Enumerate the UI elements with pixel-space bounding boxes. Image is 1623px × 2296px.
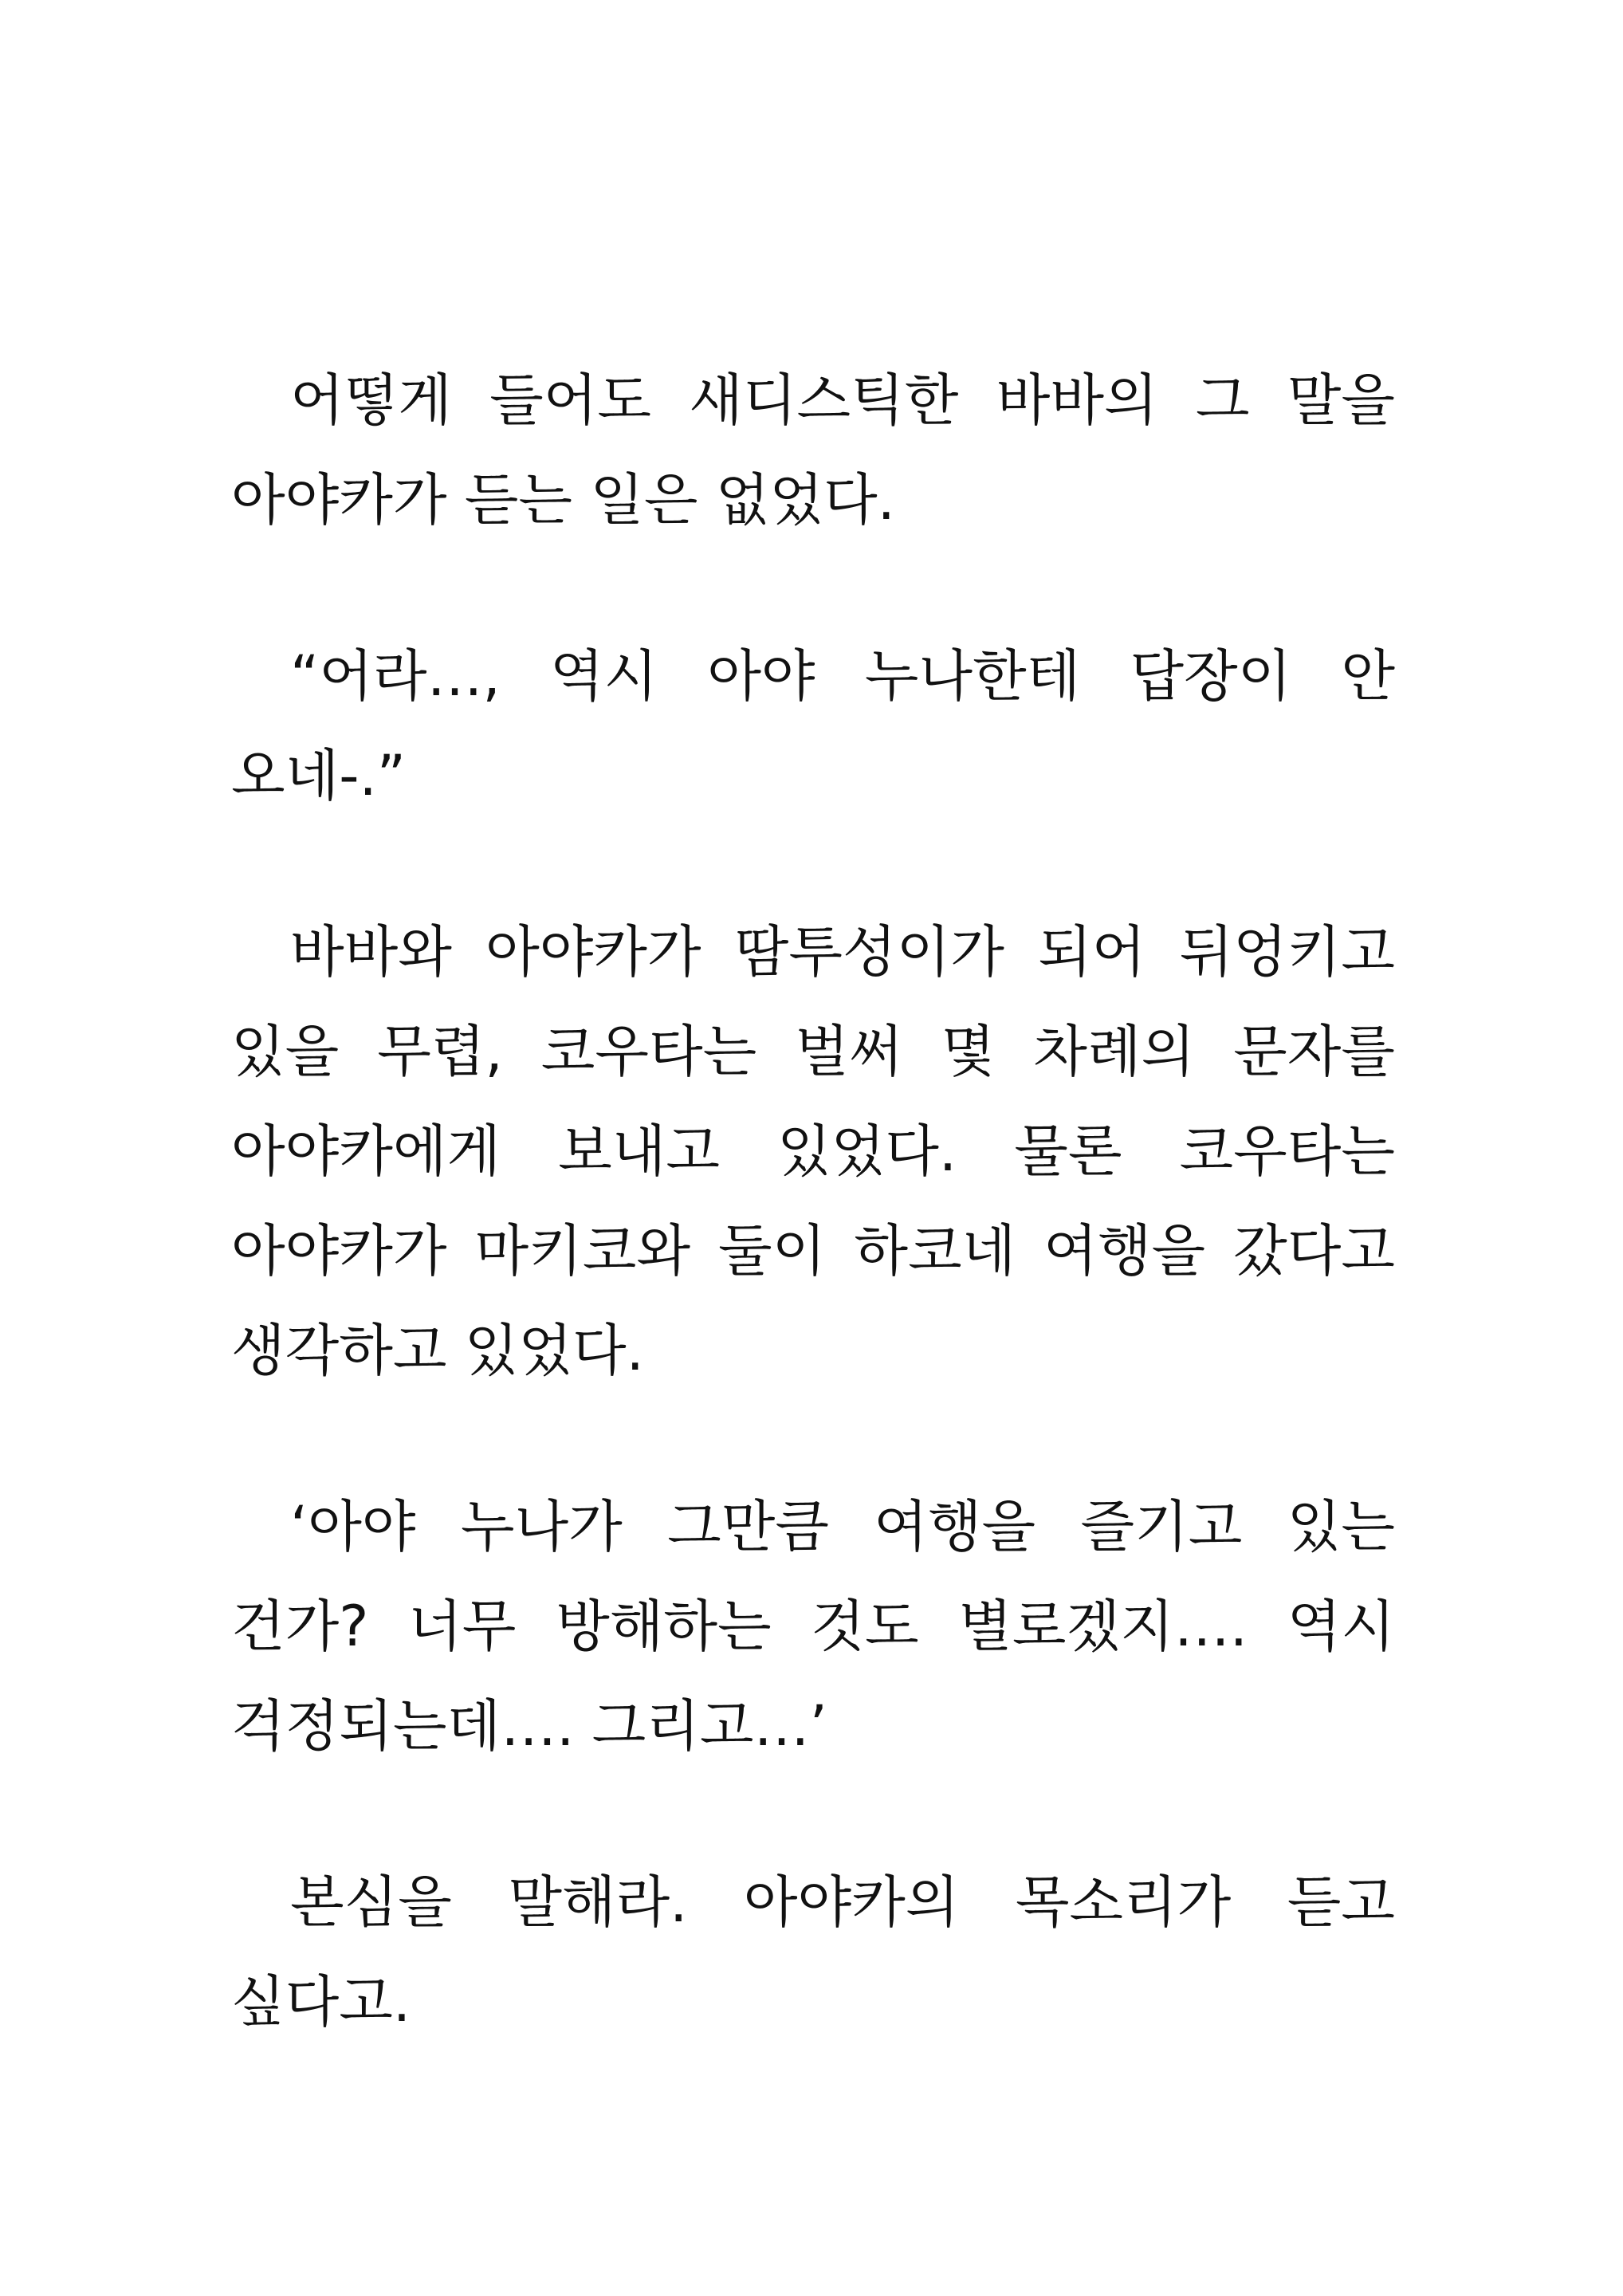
paragraph-3: 바바와 아야카가 땀투성이가 되어 뒤엉키고 있을 무렵, 코우타는 벌써 몇 차례의 문자를 아야카에게 보내고 있었다. 물론 코우타는 아야카가 마키코와 둘이 하코네 여행을 갔다고 생각하고 있었다.	[231, 919, 1395, 1383]
paragraph-1: 어떻게 들어도 새디스틱한 바바의 그 말을 아야카가 듣는 일은 없었다.	[231, 368, 1395, 533]
paragraph-5: 본심을 말해라. 아야카의 목소리가 듣고 싶다고.	[231, 1869, 1395, 2035]
page-body-text	[231, 351, 1395, 2052]
paragraph-2-dialogue: “어라…, 역시 아야 누나한테 답장이 안 오네-.”	[231, 643, 1395, 808]
paragraph-4-thought: ‘아야 누나가 그만큼 여행을 즐기고 있는 건가? 너무 방해하는 것도 별로겠지…. 역시 걱정되는데…. 그리고…’	[231, 1494, 1395, 1759]
